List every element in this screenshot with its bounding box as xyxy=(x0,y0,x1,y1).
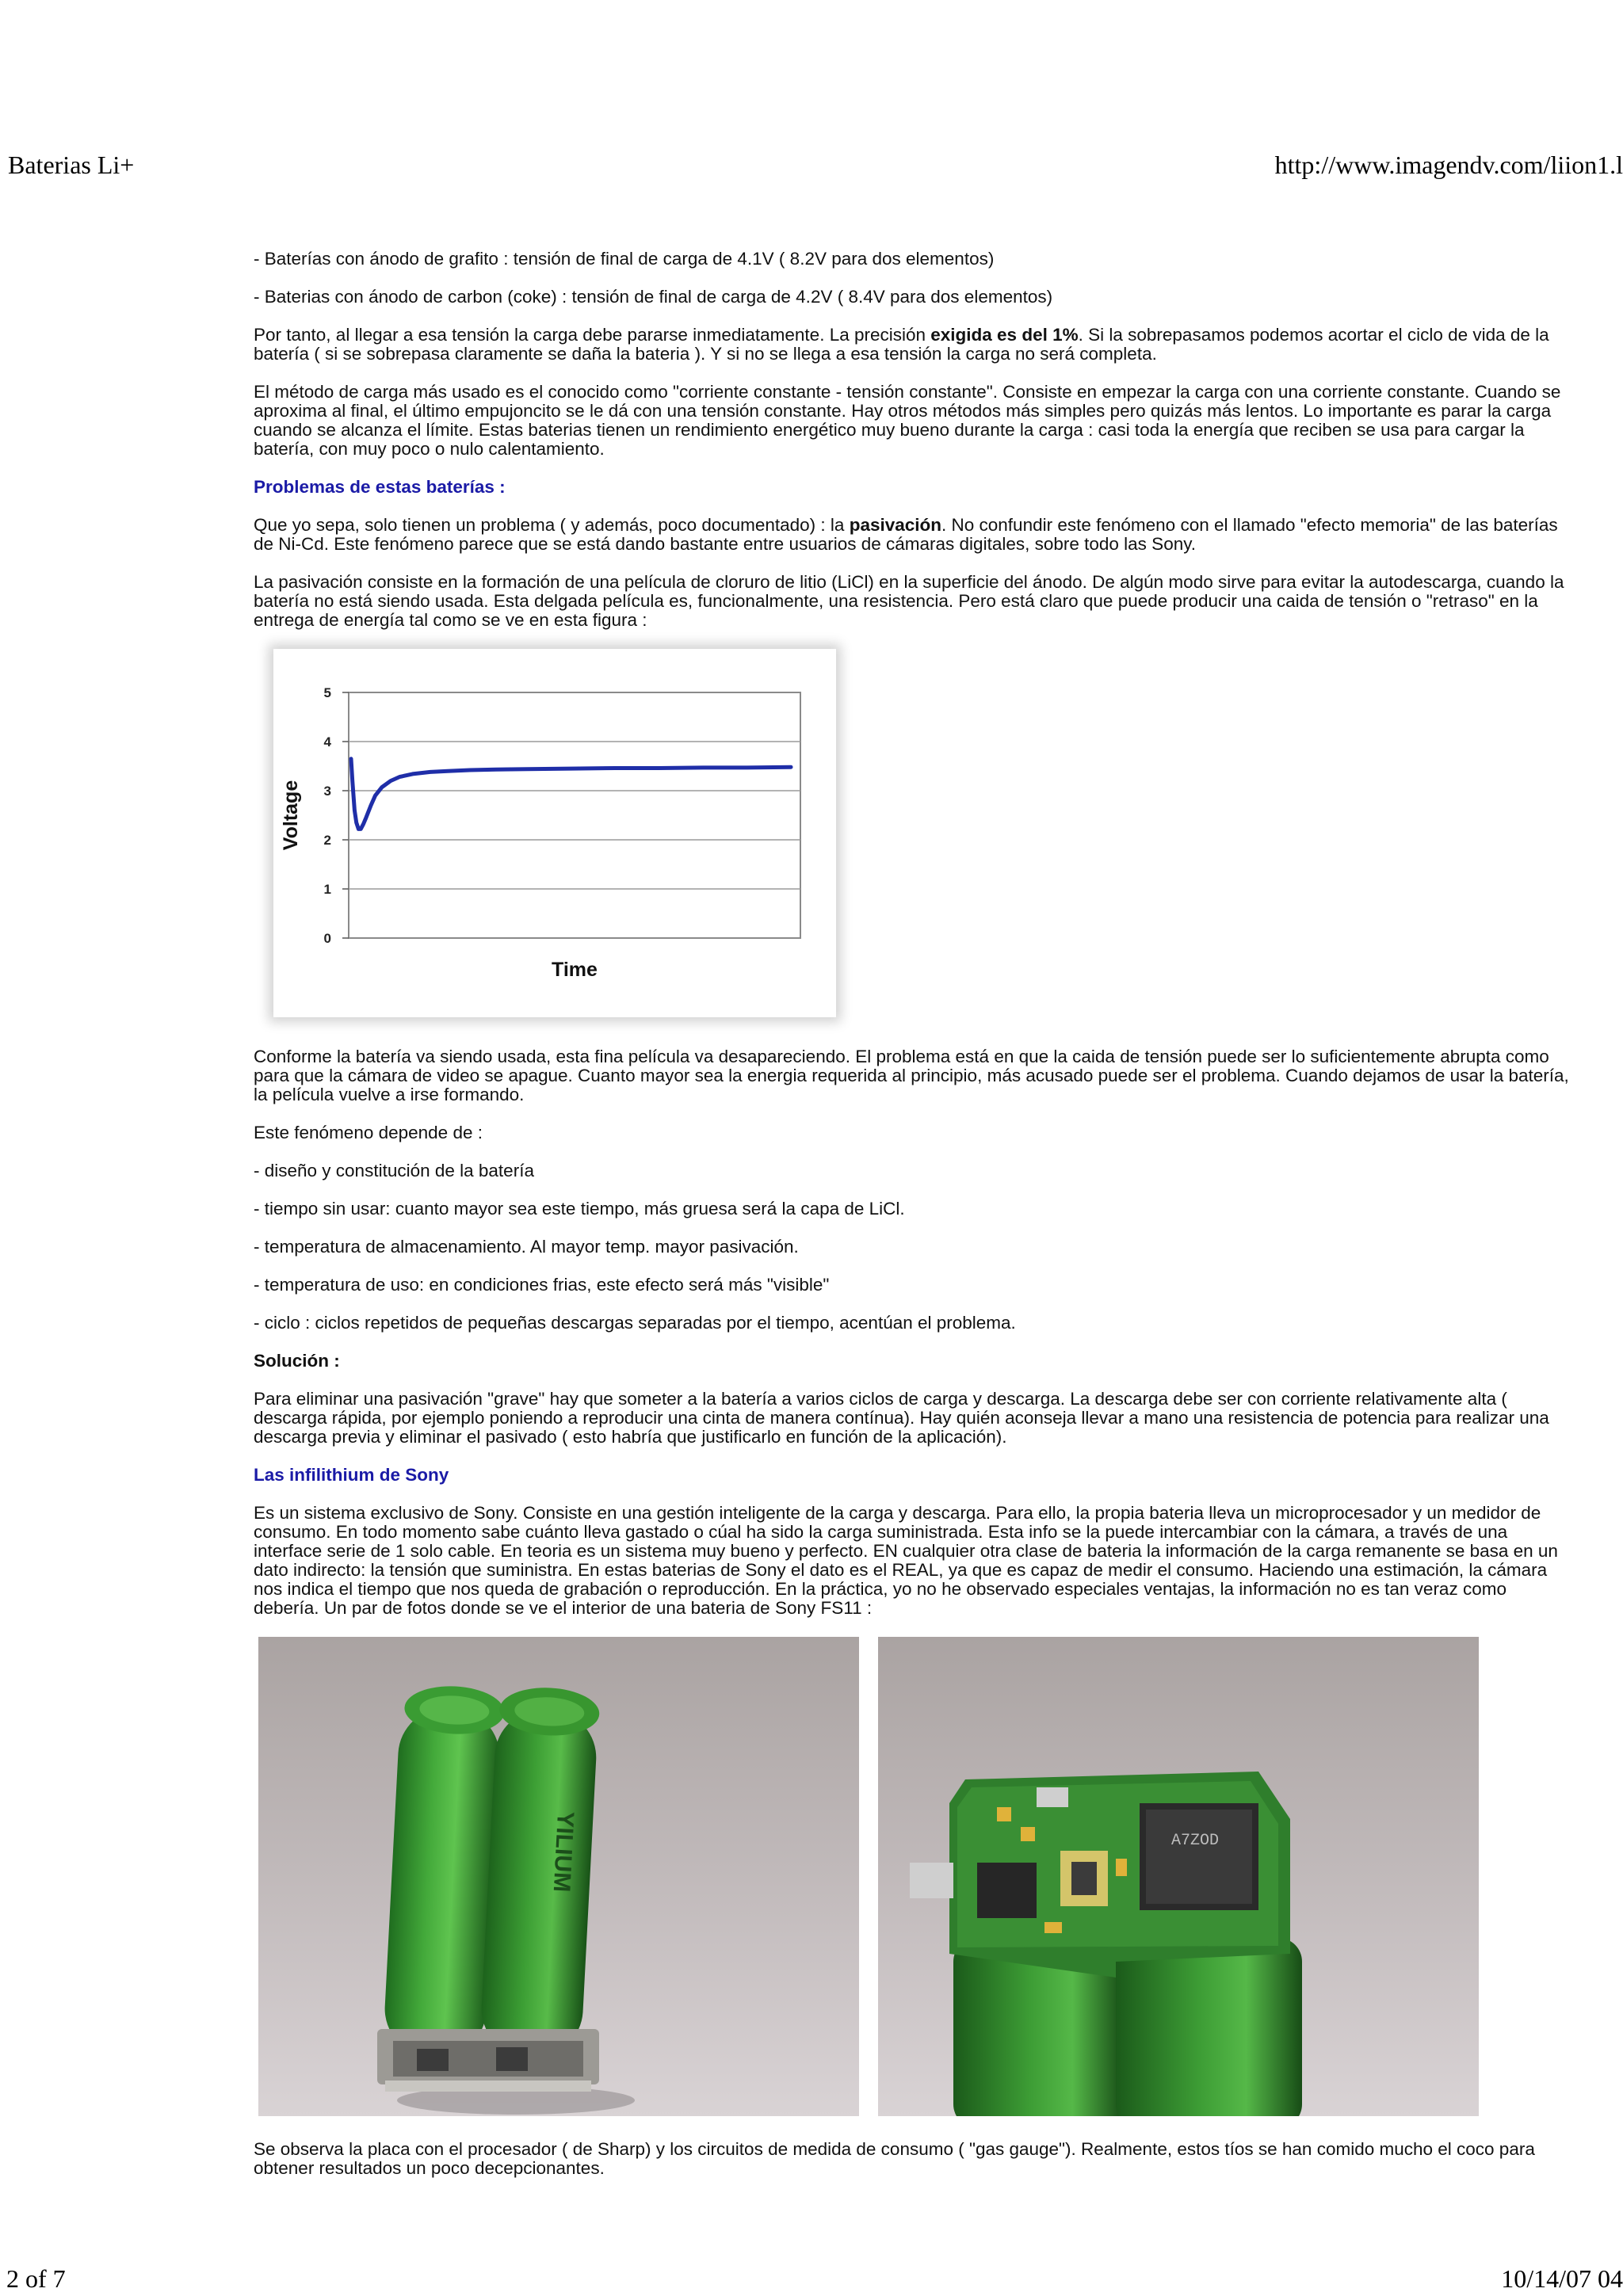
battery-circuit-image xyxy=(878,1637,1479,2116)
paragraph-precision xyxy=(254,326,1569,364)
y-tick-label: 2 xyxy=(323,833,331,848)
paragraph-depende: Este fenómeno depende de : xyxy=(254,1123,483,1142)
text-run: Por tanto, al llegar a esa tensión la carga debe pararse inmediatamente. La precisión xyxy=(254,325,931,345)
paragraph-conforme: Conforme la batería va siendo usada, esta fina película va desapareciendo. El problema está en que la caida de tensión puede ser lo suficientemente abrupta como para que la cámara de video se apague. Cuanto mayor sea la energia requerida al principio, más acusado puede ser el problema. Cuando dejamos de usar la batería, la película vuelve a irse formando. xyxy=(254,1047,1569,1104)
battery-photos xyxy=(258,1637,1569,2116)
y-tick-label: 0 xyxy=(323,931,331,946)
paragraph-problema xyxy=(254,516,1569,554)
paragraph-solucion: Para eliminar una pasivación "grave" hay que someter a la batería a varios ciclos de carga y descarga. La descarga debe ser con corriente relativamente alta ( descarga rápida, por ejemplo poniendo a reproducir una cinta de manera contínua). Hay quién aconseja llevar a mano una resistencia de potencia para realizar una descarga previa y eliminar el pasivado ( esto habría que justificarlo en función de la aplicación). xyxy=(254,1389,1549,1447)
y-tick-label: 5 xyxy=(323,685,331,700)
y-tick-label: 4 xyxy=(323,734,331,749)
plot-area xyxy=(349,692,800,938)
paragraph-placa: Se observa la placa con el procesador ( de Sharp) y los circuitos de medida de consumo ( "gas gauge"). Realmente, estos tíos se han comido mucho el coco para obtener resultados un poco decepcionantes. xyxy=(254,2139,1535,2178)
heading-solucion: Solución : xyxy=(254,1351,340,1371)
photo-battery-cells xyxy=(258,1637,859,2116)
bullet-temp-uso: - temperatura de uso: en condiciones frias, este efecto será más "visible" xyxy=(254,1275,830,1295)
cell-label-text: YILIUM xyxy=(548,1810,579,1893)
paragraph-pasivacion: La pasivación consiste en la formación de una película de cloruro de litio (LiCl) en la superficie del ánodo. De algún modo sirve para evitar la autodescarga, cuando la batería no está siendo usada. Esta delgada película es, funcionalmente, una resistencia. Pero está claro que puede producir una caida de tensión o "retraso" en la entrega de energía tal como se ve en esta figura : xyxy=(254,572,1564,630)
y-tick-label: 1 xyxy=(323,882,331,897)
voltage-chart xyxy=(273,649,836,1017)
bullet-diseno: - diseño y constitución de la batería xyxy=(254,1161,534,1180)
text-run: . Si la sobrepasamos podemos acortar el ciclo de vida de la batería ( si se sobrepasa claramente se daña la bateria ). Y si no se llega a esa tensión la carga no será completa. xyxy=(254,325,1549,364)
voltage-time-figure xyxy=(273,649,836,1017)
bullet-ciclo: - ciclo : ciclos repetidos de pequeñas descargas separadas por el tiempo, acentúan el problema. xyxy=(254,1313,1016,1333)
bold-precision: exigida es del 1% xyxy=(930,325,1079,345)
bullet-tiempo: - tiempo sin usar: cuanto mayor sea este tiempo, más gruesa será la capa de LiCl. xyxy=(254,1199,905,1219)
print-footer-date: 10/14/07 04 xyxy=(1501,2264,1623,2293)
text-run: Que yo sepa, solo tienen un problema ( y además, poco documentado) : la xyxy=(254,515,850,535)
x-axis-label: Time xyxy=(552,959,598,981)
bullet-grafito: - Baterías con ánodo de grafito : tensión de final de carga de 4.1V ( 8.2V para dos elementos) xyxy=(254,249,995,269)
paragraph-infilithium: Es un sistema exclusivo de Sony. Consiste en una gestión inteligente de la carga y descarga. Para ello, la propia bateria lleva un microprocesador y un medidor de consumo. En todo momento sabe cuánto lleva gastado o cúal ha sido la carga suministrada. Esta info se la puede intercambiar con la cámara, a través de una interface serie de 1 solo cable. En teoria es un sistema muy bueno y perfecto. EN cualquier otra clase de bateria la información de la carga remanente se basa en un dato indirecto: la tensión que suministra. En estas baterias de Sony el dato es el REAL, ya que es capaz de medir el consumo. Haciendo una estimación, la cámara nos indica el tiempo que nos queda de grabación o reproducción. En la práctica, yo no he observado especiales ventajas, la información no es tan veraz como debería. Un par de fotos donde se ve el interior de una bateria de Sony FS11 : xyxy=(254,1503,1558,1618)
heading-infilithium: Las infilithium de Sony xyxy=(254,1465,449,1485)
y-axis-label: Voltage xyxy=(280,780,302,851)
print-footer-page: 2 of 7 xyxy=(6,2264,66,2293)
print-header-title: Baterias Li+ xyxy=(8,151,135,179)
paragraph-metodo-carga: El método de carga más usado es el conocido como "corriente constante - tensión constante". Consiste en empezar la carga con una corriente constante. Cuando se aproxima al final, el último empujoncito se le dá con una tensión constante. Hay otros métodos más simples pero quizás más lentos. Lo importante es parar la carga cuando se alcanza el límite. Estas baterias tienen un rendimiento energético muy bueno durante la carga : casi toda la energía que reciben se usa para cargar la batería, con muy poco o nulo calentamiento. xyxy=(254,382,1561,459)
bullet-temp-almacenamiento: - temperatura de almacenamiento. Al mayor temp. mayor pasivación. xyxy=(254,1237,799,1257)
heading-problemas: Problemas de estas baterías : xyxy=(254,477,506,497)
print-header-url: http://www.imagendv.com/liion1.l xyxy=(1274,151,1623,179)
chip-label-text: A7ZOD xyxy=(1171,1832,1220,1850)
photo-battery-circuit xyxy=(878,1637,1479,2116)
bold-pasivacion: pasivación xyxy=(849,515,942,535)
text-run: . No confundir este fenómeno con el llamado "efecto memoria" de las baterías de Ni-Cd. Este fenómeno parece que se está dando bastante entre usuarios de cámaras digitales, sobre todo las Sony. xyxy=(254,515,1558,554)
battery-cells-image xyxy=(258,1637,859,2116)
bullet-carbon: - Baterias con ánodo de carbon (coke) : tensión de final de carga de 4.2V ( 8.4V para dos elementos) xyxy=(254,287,1053,307)
y-tick-label: 3 xyxy=(323,784,331,799)
article-body xyxy=(254,250,1569,2197)
